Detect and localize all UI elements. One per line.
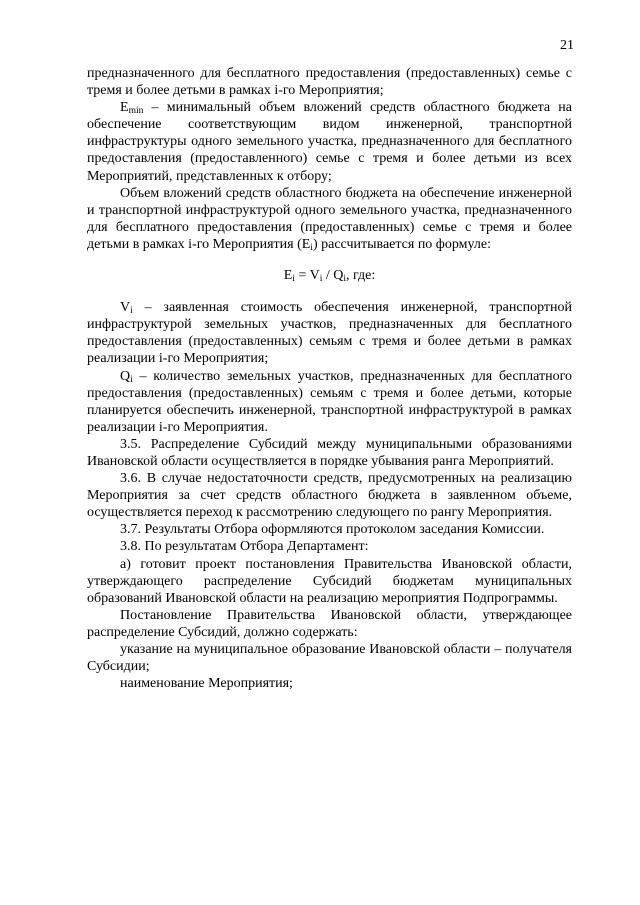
section-3-8: 3.8. По результатам Отбора Департамент: — [120, 539, 369, 555]
definition-q-text: – количество земельных участков, предназначенных для бесплатного предоставления (предоставленных) семьям с тремя и более детьми, которые планируется обеспечить инженерной, транспортной инфраструктурой в рамках реализации i-го Мероприятия. — [87, 368, 572, 435]
resolution-item-name: наименование Мероприятия; — [120, 676, 293, 692]
symbol-v-subscript: i — [130, 306, 133, 317]
definition-v-text: – заявленная стоимость обеспечения инженерной, транспортной инфраструктурой земельных участков, предназначенных для бесплатного предоставления (предоставленных) семьям с тремя и более детьми в рамках реализации i-го Мероприятия; — [87, 300, 572, 367]
definition-v — [87, 299, 572, 367]
formula-v-subscript: i — [319, 274, 323, 285]
paragraph-volume-calculation — [87, 185, 572, 253]
section-3-5: 3.5. Распределение Субсидий между муниципальными образованиями Ивановской области осуществляется в порядке убывания ранга Мероприятий. — [87, 436, 572, 469]
formula-q-subscript: i — [343, 274, 346, 285]
paragraph-e-min-definition — [87, 99, 572, 184]
paragraph-text: Объем вложений средств областного бюджета на обеспечение инженерной и транспортной инфраструктурой одного земельного участка, предназначенного для бесплатного предоставления (предоставленных) семье с тремя и более детьми в рамках i-го Мероприятия (E — [87, 185, 572, 252]
formula — [87, 267, 572, 284]
item-a: а) готовит проект постановления Правительства Ивановской области, утверждающего распределение Субсидий бюджетам муниципальных образований Ивановской области на реализацию мероприятия Подпрограммы. — [87, 556, 572, 606]
formula-divide-q: / Q — [322, 268, 344, 284]
symbol-v: V — [120, 300, 131, 316]
formula-e: E — [283, 268, 293, 284]
definition-q — [87, 368, 572, 436]
page-number: 21 — [560, 38, 574, 53]
definition-text: – минимальный объем вложений средств областного бюджета на обеспечение соответствующим видом инженерной, транспортной инфраструктуры одного земельного участка, предназначенного для бесплатного предоставления (предоставленного) семье с тремя и более детьми из всех Мероприятий, представленных к отбору; — [87, 100, 572, 184]
symbol-e: E — [120, 100, 129, 116]
paragraph-text-end: ) рассчитывается по формуле: — [312, 236, 491, 252]
formula-equals-v: = V — [294, 268, 320, 284]
subscript-i: i — [310, 242, 313, 253]
resolution-contents-intro: Постановление Правительства Ивановской области, утверждающее распределение Субсидий, должно содержать: — [87, 607, 572, 640]
symbol-q: Q — [120, 368, 131, 384]
paragraph-continuation: предназначенного для бесплатного предоставления (предоставленных) семье с тремя и более детьми в рамках i-го Мероприятия; — [87, 66, 572, 99]
formula-e-subscript: i — [292, 274, 295, 285]
symbol-q-subscript: i — [130, 374, 133, 385]
section-3-7: 3.7. Результаты Отбора оформляются протоколом заседания Комиссии. — [120, 522, 545, 538]
section-3-6: 3.6. В случае недостаточности средств, предусмотренных на реализацию Мероприятия за счет средств областного бюджета в заявленном объеме, осуществляется переход к рассмотрению следующего по рангу Мероприятия. — [87, 471, 572, 521]
resolution-item-recipient: указание на муниципальное образование Ивановской области – получателя Субсидии; — [87, 642, 572, 675]
document-body — [87, 65, 572, 692]
symbol-subscript-min: min — [128, 106, 144, 117]
formula-tail: , где: — [345, 268, 376, 284]
